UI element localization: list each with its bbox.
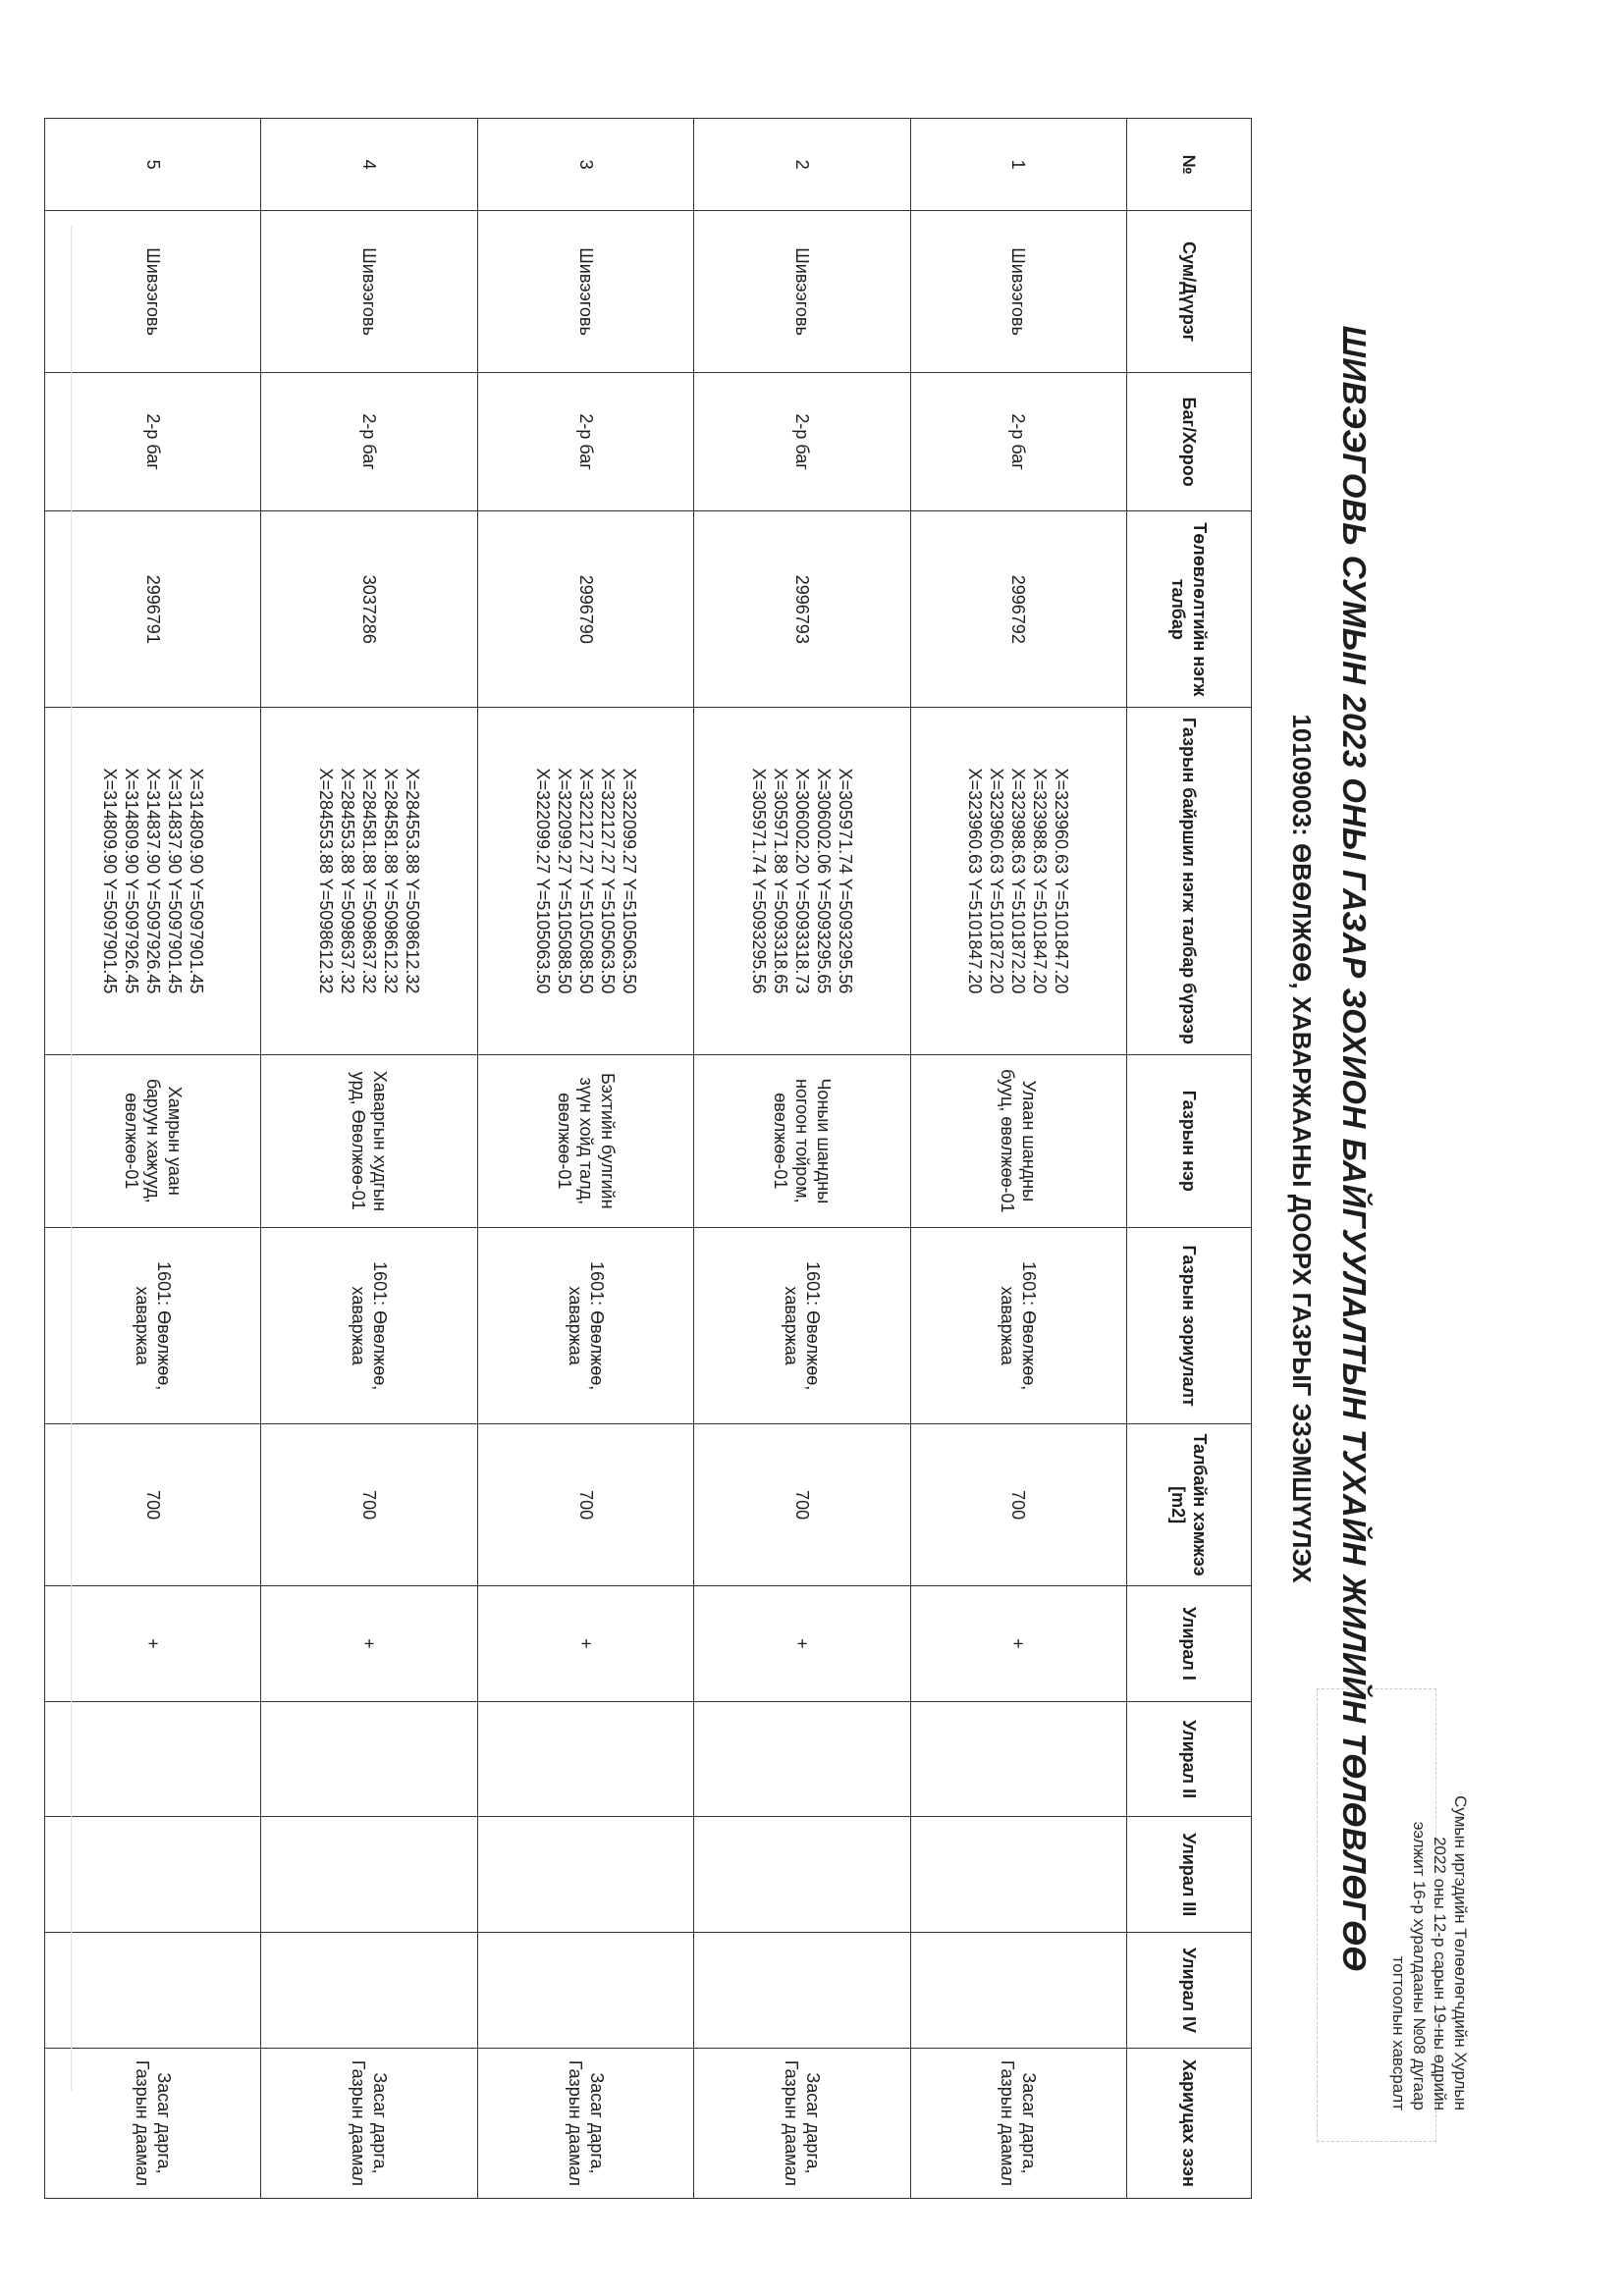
cell-q3	[45, 1817, 261, 1933]
cell-unit: 2996791	[45, 511, 261, 708]
cell-coords	[45, 708, 261, 1054]
cell-bag: 2-р баг	[694, 372, 910, 510]
cell-q2	[910, 1701, 1126, 1817]
coord-line: X=284581.88 Y=5098637.32	[359, 768, 380, 994]
cell-area: 700	[45, 1424, 261, 1586]
coord-line: X=323960.63 Y=5101847.20	[965, 768, 986, 994]
coord-line: X=322127.27 Y=5105063.50	[597, 768, 618, 994]
cell-purpose: 1601: Өвөлжөө, хаваржаа	[694, 1228, 910, 1424]
cell-q4	[477, 1933, 693, 2049]
cell-q3	[910, 1817, 1126, 1933]
coord-line: X=323960.63 Y=5101847.20	[1052, 768, 1072, 994]
cell-sum: Шивээговь	[477, 211, 693, 373]
cell-owner: Засаг дарга, Газрын даамал	[910, 2048, 1126, 2198]
coord-line: X=314809.90 Y=5097901.45	[99, 768, 120, 994]
cell-q2	[694, 1701, 910, 1817]
cell-bag: 2-р баг	[45, 372, 261, 510]
cell-sum: Шивээговь	[910, 211, 1126, 373]
coord-line: X=322099.27 Y=5105063.50	[619, 768, 639, 994]
cell-area: 700	[910, 1424, 1126, 1586]
cell-q2	[477, 1701, 693, 1817]
table-row	[45, 119, 261, 2199]
coord-line: X=314809.90 Y=5097926.45	[121, 768, 141, 994]
cell-owner: Засаг дарга, Газрын даамал	[45, 2048, 261, 2198]
approval-line: ээлжит 16-р хуралдааны №08 дугаар	[1410, 1821, 1429, 2110]
coord-line: X=306002.06 Y=5093295.65	[813, 768, 834, 994]
table-row	[261, 119, 477, 2199]
document-title: ШИВЭЭГОВЬ СУМЫН 2023 ОНЫ ГАЗАР ЗОХИОН БАЙГУУЛАЛТЫН ТУХАЙН ЖИЛИЙН ТӨЛӨВЛӨГӨӨ	[1336, 325, 1373, 1972]
coord-line: X=305971.74 Y=5093295.56	[835, 768, 855, 994]
coord-line: X=323960.63 Y=5101872.20	[987, 768, 1007, 994]
col-header-unit: Төлөвлөлтийн нэгж талбар	[1127, 511, 1252, 708]
coord-line: X=305971.88 Y=5093318.65	[770, 768, 790, 994]
cell-bag: 2-р баг	[261, 372, 477, 510]
coord-line: X=322099.27 Y=5105088.50	[554, 768, 574, 994]
coord-line: X=322127.27 Y=5105088.50	[575, 768, 596, 994]
table-header-row	[1127, 119, 1252, 2199]
cell-area: 700	[261, 1424, 477, 1586]
coord-line: X=323988.63 Y=5101847.20	[1030, 768, 1051, 994]
document-subtitle: 10109003: ӨВӨЛЖӨӨ, ХАВАРЖААНЫ ДООРХ ГАЗРЫГ ЭЗЭМШҮҮЛЭХ	[1287, 714, 1317, 1583]
cell-sum: Шивээговь	[694, 211, 910, 373]
cell-q1: +	[261, 1586, 477, 1702]
table-row	[477, 119, 693, 2199]
coord-line: X=284581.88 Y=5098612.32	[381, 768, 402, 994]
coord-line: X=284553.88 Y=5098637.32	[338, 768, 358, 994]
cell-place: Бэхтийн булгийн зүүн хойд талд, өвөлжөө-01	[477, 1054, 693, 1228]
coord-line: X=284553.88 Y=5098612.32	[403, 768, 423, 994]
cell-place: Улаан шандны бууц, өвөлжөө-01	[910, 1054, 1126, 1228]
cell-owner: Засаг дарга, Газрын даамал	[477, 2048, 693, 2198]
approval-line: 2022 оны 12-р сарын 19-ны өдрийн	[1431, 1837, 1449, 2110]
coord-line: X=314837.90 Y=5097926.45	[142, 768, 163, 994]
cell-unit: 2996790	[477, 511, 693, 708]
cell-q4	[261, 1933, 477, 2049]
cell-q1: +	[910, 1586, 1126, 1702]
cell-unit: 2996792	[910, 511, 1126, 708]
scan-edge-line	[71, 226, 72, 2091]
cell-no: 2	[694, 119, 910, 211]
approval-line: Сумын иргэдийн Төлөөлөгчдийн Хурлын	[1451, 1795, 1470, 2110]
cell-q2	[261, 1701, 477, 1817]
cell-place: Хамрын уаан баруун хажууд, өвөлжөө-01	[45, 1054, 261, 1228]
cell-no: 3	[477, 119, 693, 211]
cell-q4	[694, 1933, 910, 2049]
cell-place: Чоныи шандны ногоон тойром, өвөлжөө-01	[694, 1054, 910, 1228]
col-header-bag: Баг/Хороо	[1127, 372, 1252, 510]
cell-q3	[694, 1817, 910, 1933]
coord-line: X=314837.90 Y=5097901.45	[164, 768, 185, 994]
table-row	[694, 119, 910, 2199]
col-header-purpose: Газрын зориулалт	[1127, 1228, 1252, 1424]
cell-coords	[261, 708, 477, 1054]
cell-q1: +	[694, 1586, 910, 1702]
col-header-coords: Газрын байршил нэгж талбар бүрээр	[1127, 708, 1252, 1054]
cell-sum: Шивээговь	[261, 211, 477, 373]
col-header-q3: Улирал III	[1127, 1817, 1252, 1933]
col-header-place: Газрын нэр	[1127, 1054, 1252, 1228]
coord-line: X=322099.27 Y=5105063.50	[532, 768, 553, 994]
coord-line: X=314809.90 Y=5097901.45	[186, 768, 206, 994]
cell-place: Хаваргын худгын урд, Өвөлжөө-01	[261, 1054, 477, 1228]
cell-owner: Засаг дарга, Газрын даамал	[694, 2048, 910, 2198]
approval-line: тогтоолын хавсралт	[1389, 1955, 1408, 2110]
cell-purpose: 1601: Өвөлжөө, хаваржаа	[261, 1228, 477, 1424]
cell-sum: Шивээговь	[45, 211, 261, 373]
approval-note	[1388, 1561, 1471, 2110]
col-header-q2: Улирал II	[1127, 1701, 1252, 1817]
cell-q1: +	[477, 1586, 693, 1702]
cell-q1: +	[45, 1586, 261, 1702]
table-row	[910, 119, 1126, 2199]
coord-line: X=323988.63 Y=5101872.20	[1008, 768, 1029, 994]
col-header-no: №	[1127, 119, 1252, 211]
cell-purpose: 1601: Өвөлжөө, хаваржаа	[45, 1228, 261, 1424]
cell-no: 4	[261, 119, 477, 211]
col-header-area: Талбайн хэмжээ [m2]	[1127, 1424, 1252, 1586]
plan-table	[44, 118, 1252, 2199]
col-header-owner: Хариуцах эзэн	[1127, 2048, 1252, 2198]
cell-unit: 3037286	[261, 511, 477, 708]
cell-no: 5	[45, 119, 261, 211]
col-header-sum: Сум/Дүүрэг	[1127, 211, 1252, 373]
cell-q3	[261, 1817, 477, 1933]
cell-area: 700	[694, 1424, 910, 1586]
cell-bag: 2-р баг	[910, 372, 1126, 510]
col-header-q1: Улирал I	[1127, 1586, 1252, 1702]
coord-line: X=284553.88 Y=5098612.32	[316, 768, 337, 994]
cell-purpose: 1601: Өвөлжөө, хаваржаа	[910, 1228, 1126, 1424]
cell-coords	[477, 708, 693, 1054]
coord-line: X=306002.20 Y=5093318.73	[791, 768, 812, 994]
coord-line: X=305971.74 Y=5093295.56	[748, 768, 769, 994]
cell-owner: Засаг дарга, Газрын даамал	[261, 2048, 477, 2198]
cell-coords	[910, 708, 1126, 1054]
cell-area: 700	[477, 1424, 693, 1586]
cell-bag: 2-р баг	[477, 372, 693, 510]
cell-coords	[694, 708, 910, 1054]
cell-no: 1	[910, 119, 1126, 211]
cell-q3	[477, 1817, 693, 1933]
cell-purpose: 1601: Өвөлжөө, хаваржаа	[477, 1228, 693, 1424]
col-header-q4: Улирал IV	[1127, 1933, 1252, 2049]
cell-unit: 2996793	[694, 511, 910, 708]
cell-q4	[45, 1933, 261, 2049]
cell-q4	[910, 1933, 1126, 2049]
cell-q2	[45, 1701, 261, 1817]
